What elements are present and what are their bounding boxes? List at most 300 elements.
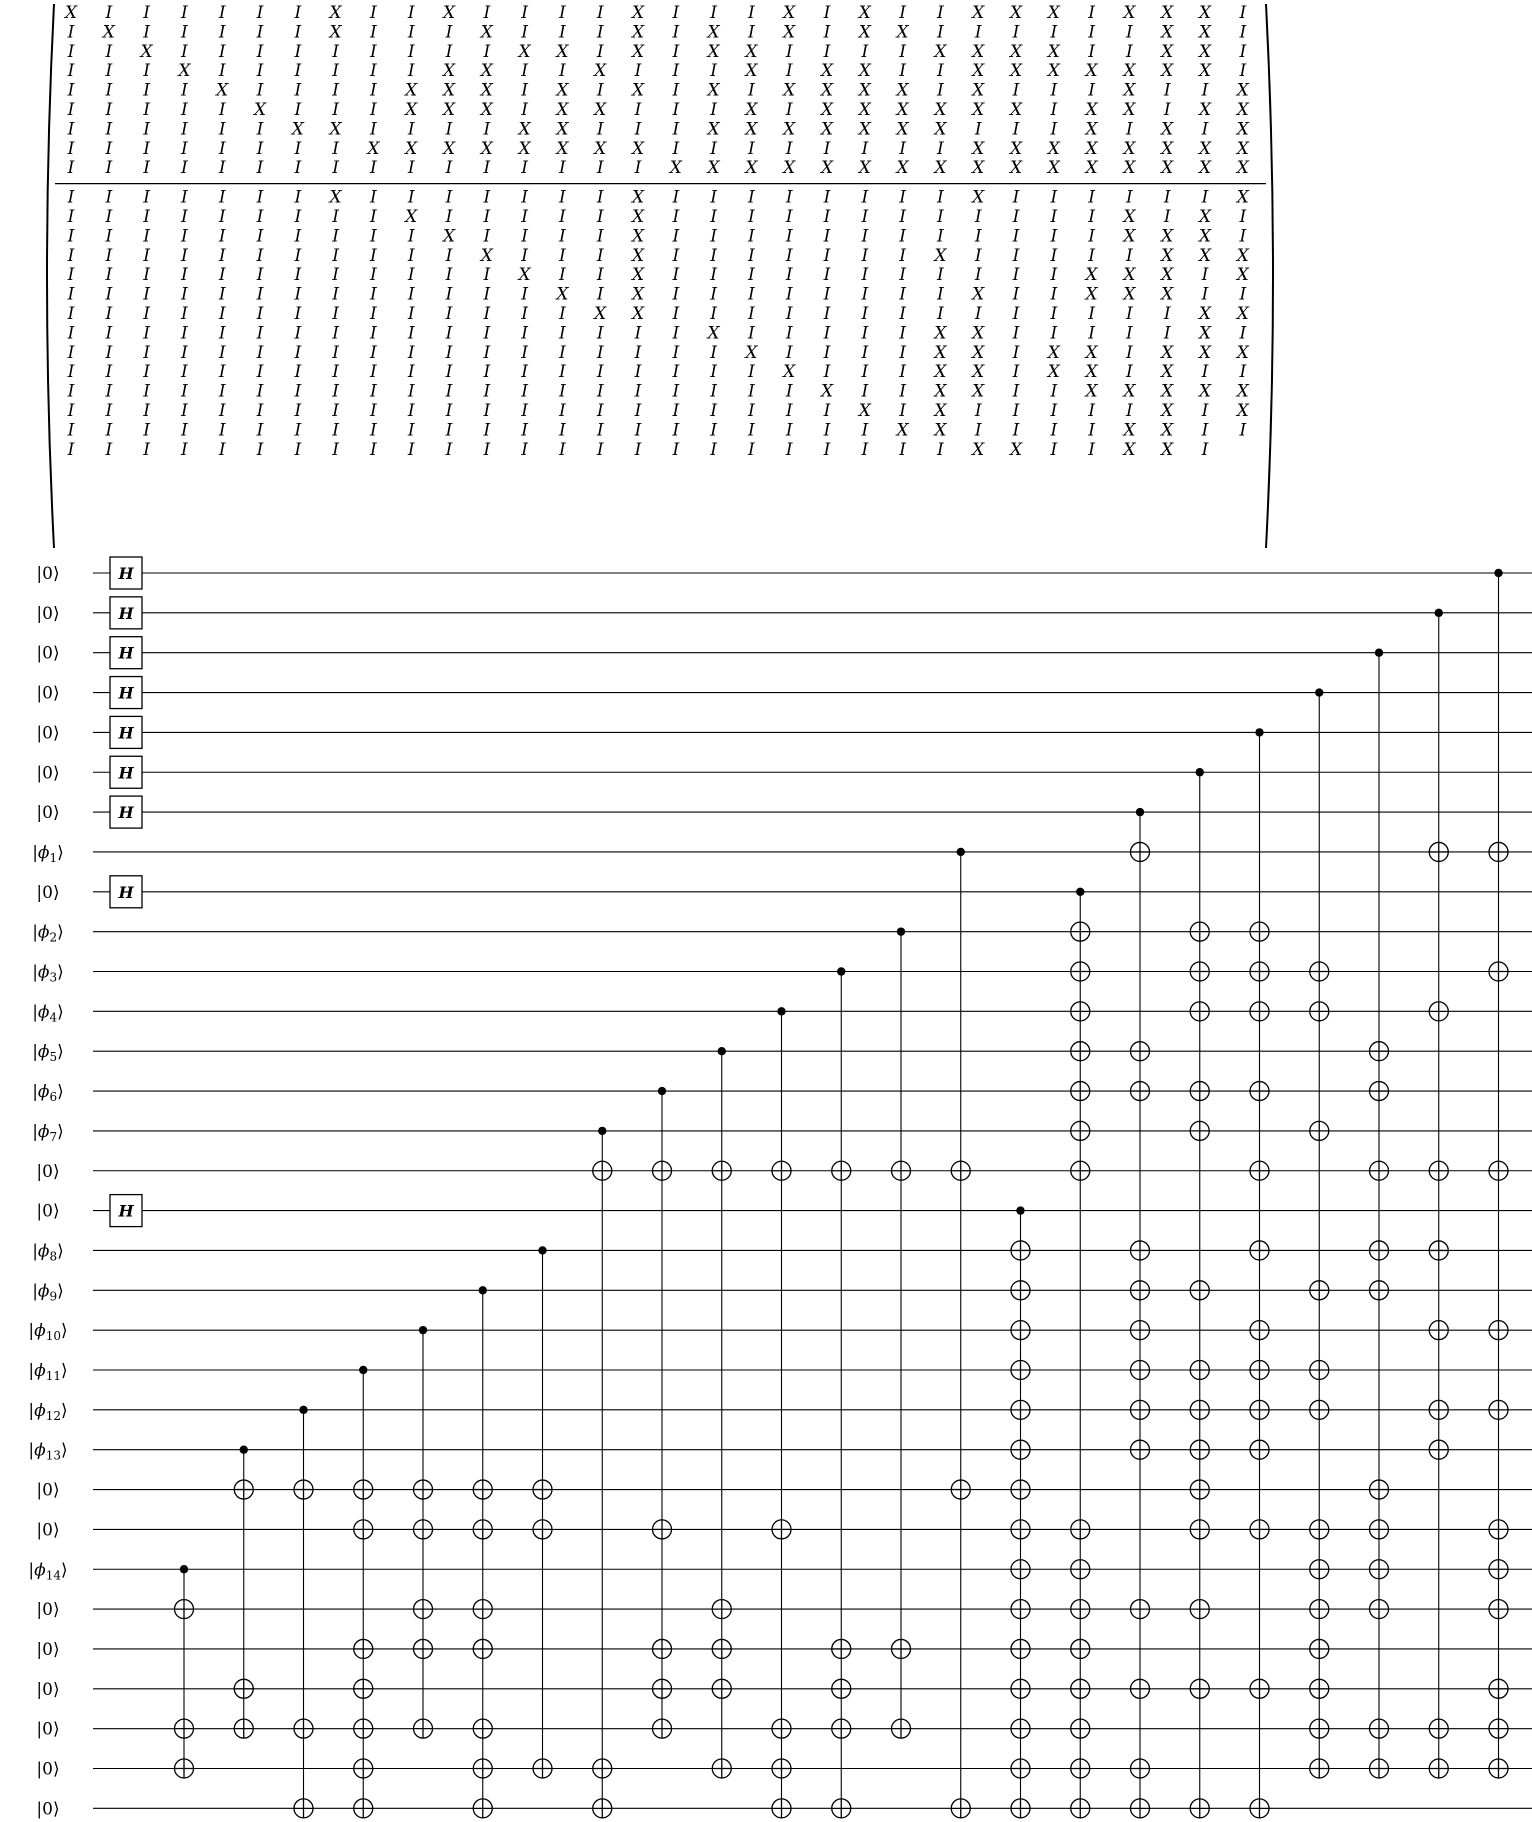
matrix-bottom-entry: I: [67, 362, 75, 383]
matrix-bottom-entry: I: [445, 342, 453, 363]
matrix-bottom-entry: I: [634, 323, 642, 344]
matrix-top-entry: I: [143, 80, 150, 101]
matrix-bottom-entry: I: [1012, 342, 1020, 363]
matrix-top-entry: X: [783, 3, 796, 23]
matrix-bottom-entry: I: [407, 381, 415, 402]
matrix-bottom-entry: I: [1201, 362, 1209, 383]
matrix-bottom-entry: I: [105, 304, 113, 324]
matrix-top-entry: X: [858, 80, 871, 101]
matrix-bottom-entry: I: [823, 245, 831, 266]
control-dot: [837, 967, 845, 975]
matrix-bottom-entry: X: [1123, 226, 1136, 247]
matrix-bottom-entry: I: [937, 226, 944, 247]
matrix-bottom-entry: I: [483, 284, 491, 305]
matrix-bottom-entry: X: [442, 226, 456, 247]
qubit-label: |0⟩: [36, 803, 60, 824]
matrix-top-entry: X: [1047, 158, 1060, 179]
matrix-bottom-entry: I: [672, 245, 680, 266]
matrix-top-entry: I: [899, 138, 906, 159]
matrix-bottom-entry: I: [785, 342, 793, 363]
matrix-top-entry: I: [218, 22, 226, 43]
matrix-bottom-entry: I: [407, 284, 415, 305]
matrix-top-entry: I: [143, 61, 150, 82]
matrix-bottom-entry: I: [256, 284, 264, 305]
matrix-bottom-entry: I: [445, 439, 453, 460]
matrix-top-entry: I: [483, 119, 491, 140]
matrix-top-entry: X: [1161, 22, 1174, 43]
matrix-top-entry: X: [783, 80, 796, 101]
matrix-bottom-entry: I: [861, 420, 869, 441]
matrix-bottom-entry: I: [974, 226, 982, 247]
matrix-top-entry: X: [820, 119, 834, 140]
qubit-label: |0⟩: [36, 1161, 60, 1182]
matrix-top-entry: I: [143, 3, 150, 23]
matrix-bottom-entry: I: [370, 420, 377, 441]
matrix-top-entry: X: [1198, 158, 1212, 179]
matrix-bottom-entry: I: [710, 439, 717, 460]
matrix-bottom-entry: I: [67, 381, 75, 402]
matrix-bottom-entry: X: [1198, 342, 1212, 363]
matrix-bottom-entry: I: [974, 401, 982, 421]
matrix-top-entry: X: [972, 3, 985, 23]
matrix-bottom-entry: X: [934, 245, 947, 266]
matrix-top-entry: I: [332, 41, 339, 62]
matrix-top-entry: X: [1123, 80, 1136, 101]
matrix-bottom-entry: X: [1085, 342, 1098, 363]
matrix-top-entry: I: [634, 61, 642, 82]
matrix-bottom-entry: I: [937, 187, 944, 208]
matrix-bottom-entry: I: [748, 207, 755, 227]
matrix-top-entry: I: [332, 80, 339, 101]
matrix-bottom-entry: X: [1123, 284, 1136, 305]
matrix-bottom-entry: I: [1012, 265, 1020, 286]
control-dot: [1076, 888, 1084, 896]
matrix-top-entry: I: [445, 119, 453, 140]
matrix-bottom-entry: I: [672, 342, 680, 363]
matrix-bottom-entry: I: [521, 420, 528, 441]
matrix-top-entry: I: [294, 22, 302, 43]
matrix-bottom-entry: I: [1126, 323, 1133, 344]
matrix-top-entry: I: [1012, 22, 1020, 43]
matrix-bottom-entry: I: [332, 207, 339, 227]
matrix-top-entry: I: [370, 3, 377, 23]
matrix-bottom-entry: I: [521, 439, 528, 460]
matrix-top-entry: X: [745, 158, 758, 179]
matrix-bottom-entry: I: [370, 265, 377, 286]
qubit-label: $|\phi_2⟩$: [32, 922, 64, 945]
matrix-bottom-entry: I: [785, 323, 793, 344]
matrix-bottom-entry: I: [823, 323, 831, 344]
matrix-bottom-entry: I: [521, 342, 528, 363]
matrix-bottom-entry: I: [861, 439, 869, 460]
matrix-top-entry: X: [1236, 80, 1249, 101]
matrix-bottom-entry: I: [67, 284, 75, 305]
matrix-bottom-entry: I: [710, 207, 717, 227]
matrix-bottom-entry: I: [672, 226, 680, 247]
matrix-bottom-entry: I: [710, 226, 717, 247]
matrix-bottom-entry: I: [1126, 187, 1133, 208]
matrix-bottom-entry: I: [861, 226, 869, 247]
matrix-bottom-entry: I: [559, 420, 566, 441]
matrix-bottom-entry: X: [631, 245, 645, 266]
matrix-top-entry: I: [67, 41, 75, 62]
matrix-top-entry: I: [370, 22, 377, 43]
matrix-top-entry: I: [67, 158, 75, 179]
matrix-bottom-entry: I: [445, 265, 453, 286]
matrix-bottom-entry: I: [748, 226, 755, 247]
matrix-top-entry: I: [861, 41, 869, 62]
matrix-bottom-entry: I: [332, 342, 339, 363]
qubit-label: |0⟩: [36, 643, 60, 664]
matrix-bottom-entry: I: [937, 284, 944, 305]
matrix-top-entry: I: [105, 41, 113, 62]
matrix-bottom-entry: I: [1088, 420, 1095, 441]
matrix-bottom-entry: I: [445, 245, 453, 266]
matrix-top-entry: I: [823, 3, 831, 23]
matrix-bottom-entry: I: [1050, 420, 1058, 441]
matrix-bottom-entry: I: [1088, 304, 1095, 324]
matrix-bottom-entry: I: [143, 401, 150, 421]
matrix-top-entry: X: [1085, 100, 1098, 120]
matrix-bottom-entry: I: [823, 207, 831, 227]
matrix-bottom-entry: I: [67, 226, 75, 247]
matrix-top-entry: X: [707, 158, 720, 179]
matrix-bottom-entry: I: [861, 207, 869, 227]
matrix-top-entry: X: [858, 3, 871, 23]
matrix-bottom-entry: I: [1239, 323, 1247, 344]
matrix-top-entry: X: [329, 22, 342, 43]
matrix-bottom-entry: I: [710, 342, 717, 363]
matrix-bottom-entry: I: [67, 323, 75, 344]
matrix-bottom-entry: I: [823, 187, 831, 208]
matrix-bottom-entry: I: [596, 342, 604, 363]
control-dot: [419, 1326, 427, 1334]
matrix-bottom-entry: X: [1198, 245, 1212, 266]
matrix-top-entry: I: [105, 119, 113, 140]
matrix-top-entry: I: [332, 158, 339, 179]
matrix-bottom-entry: X: [1123, 207, 1136, 227]
control-dot: [1016, 1206, 1024, 1214]
qubit-label: |0⟩: [36, 1679, 60, 1700]
control-dot: [957, 848, 965, 856]
matrix-top-entry: X: [442, 80, 456, 101]
matrix-top-entry: X: [820, 100, 834, 120]
qubit-label: |0⟩: [36, 683, 60, 704]
matrix-top-entry: I: [672, 61, 680, 82]
matrix-bottom-entry: I: [105, 401, 113, 421]
matrix-bottom-entry: I: [218, 284, 226, 305]
matrix-bottom-entry: I: [710, 265, 717, 286]
matrix-bottom-entry: I: [181, 323, 188, 344]
matrix-top-entry: I: [407, 61, 415, 82]
matrix-top-entry: X: [1047, 3, 1060, 23]
matrix-top-entry: X: [631, 41, 645, 62]
matrix-bottom-entry: I: [294, 207, 302, 227]
matrix-top-entry: X: [594, 138, 607, 159]
control-dot: [1315, 688, 1323, 696]
matrix-bottom-entry: I: [861, 342, 869, 363]
matrix-bottom-entry: I: [710, 381, 717, 402]
matrix-bottom-entry: I: [181, 226, 188, 247]
matrix-bottom-entry: I: [294, 304, 302, 324]
matrix-bottom-entry: I: [559, 226, 566, 247]
matrix-bottom-entry: I: [937, 304, 944, 324]
matrix-bottom-entry: I: [67, 401, 75, 421]
matrix-bottom-entry: I: [596, 439, 604, 460]
matrix-top-entry: I: [823, 41, 831, 62]
matrix-bottom-entry: X: [631, 265, 645, 286]
matrix-bottom-entry: I: [1050, 207, 1058, 227]
matrix-top-entry: X: [820, 61, 834, 82]
matrix-bottom-entry: I: [256, 187, 264, 208]
matrix-bottom-entry: I: [596, 401, 604, 421]
matrix-top-entry: I: [521, 61, 528, 82]
matrix-top-entry: X: [1085, 119, 1098, 140]
matrix-bottom-entry: I: [1012, 381, 1020, 402]
matrix-bottom-entry: I: [1126, 362, 1133, 383]
matrix-bottom-entry: I: [1126, 342, 1133, 363]
matrix-top-entry: I: [559, 22, 566, 43]
matrix-top-entry: I: [521, 158, 528, 179]
matrix-bottom-entry: I: [710, 245, 717, 266]
matrix-bottom-entry: I: [974, 245, 982, 266]
matrix-bottom-entry: X: [1161, 439, 1174, 460]
matrix-top-entry: I: [332, 100, 339, 120]
matrix-bottom-entry: X: [1161, 420, 1174, 441]
matrix-bottom-entry: X: [1009, 439, 1023, 460]
matrix-bottom-entry: X: [631, 284, 645, 305]
matrix-top-entry: I: [1088, 22, 1095, 43]
stabilizer-matrix: [47, 3, 1273, 548]
matrix-top-entry: X: [480, 22, 493, 43]
matrix-top-entry: I: [710, 3, 717, 23]
matrix-bottom-entry: X: [972, 381, 985, 402]
matrix-top-entry: X: [1123, 158, 1136, 179]
matrix-bottom-entry: X: [1198, 381, 1212, 402]
matrix-bottom-entry: I: [1126, 245, 1133, 266]
qubit-label: $|\phi_{12}⟩$: [28, 1400, 68, 1423]
matrix-bottom-entry: X: [1236, 304, 1249, 324]
matrix-bottom-entry: I: [181, 304, 188, 324]
matrix-bottom-entry: I: [445, 187, 453, 208]
matrix-top-entry: I: [1239, 41, 1247, 62]
matrix-top-entry: X: [1123, 61, 1136, 82]
matrix-bottom-entry: I: [256, 401, 264, 421]
matrix-top-entry: X: [1161, 41, 1174, 62]
matrix-bottom-entry: I: [823, 401, 831, 421]
matrix-bottom-entry: I: [672, 187, 680, 208]
matrix-top-entry: I: [294, 100, 302, 120]
matrix-bottom-entry: I: [748, 401, 755, 421]
matrix-bottom-entry: I: [445, 304, 453, 324]
qubit-label: $|\phi_8⟩$: [32, 1241, 64, 1264]
qubit-label: |0⟩: [36, 723, 60, 744]
matrix-bottom-entry: I: [67, 420, 75, 441]
matrix-top-entry: I: [521, 3, 528, 23]
matrix-top-entry: I: [559, 61, 566, 82]
matrix-bottom-entry: I: [974, 265, 982, 286]
matrix-bottom-entry: I: [370, 245, 377, 266]
matrix-top-entry: I: [1126, 41, 1133, 62]
matrix-top-entry: X: [896, 22, 909, 43]
qubit-label: |0⟩: [36, 564, 60, 584]
matrix-bottom-entry: I: [559, 187, 566, 208]
matrix-top-entry: I: [143, 100, 150, 120]
matrix-top-entry: X: [1085, 61, 1098, 82]
matrix-top-entry: I: [672, 138, 680, 159]
matrix-bottom-entry: X: [518, 265, 531, 286]
matrix-bottom-entry: I: [861, 187, 869, 208]
matrix-bottom-entry: I: [483, 187, 491, 208]
qubit-label: $|\phi_{10}⟩$: [28, 1321, 68, 1344]
matrix-bottom-entry: I: [181, 420, 188, 441]
matrix-top-entry: X: [934, 158, 947, 179]
matrix-bottom-entry: X: [1161, 381, 1174, 402]
matrix-bottom-entry: I: [823, 265, 831, 286]
matrix-top-entry: X: [1123, 100, 1136, 120]
matrix-bottom-entry: I: [332, 439, 339, 460]
control-dot: [359, 1366, 367, 1374]
qubit-label: $|\phi_3⟩$: [32, 962, 64, 985]
matrix-bottom-entry: I: [332, 265, 339, 286]
matrix-bottom-entry: I: [256, 304, 264, 324]
matrix-bottom-entry: I: [521, 284, 528, 305]
qubit-label: $|\phi_4⟩$: [32, 1002, 64, 1025]
matrix-bottom-entry: X: [1161, 265, 1174, 286]
matrix-bottom-entry: I: [407, 304, 415, 324]
matrix-top-entry: I: [256, 80, 264, 101]
matrix-bottom-entry: I: [785, 226, 793, 247]
matrix-bottom-entry: I: [1126, 304, 1133, 324]
matrix-top-entry: I: [407, 3, 415, 23]
control-dot: [538, 1246, 546, 1254]
matrix-bottom-entry: I: [596, 323, 604, 344]
matrix-top-entry: X: [972, 61, 985, 82]
matrix-top-entry: I: [1050, 100, 1058, 120]
matrix-bottom-entry: I: [407, 245, 415, 266]
matrix-bottom-entry: X: [934, 381, 947, 402]
matrix-bottom-entry: I: [218, 207, 226, 227]
matrix-bottom-entry: I: [748, 265, 755, 286]
matrix-top-entry: I: [596, 41, 604, 62]
matrix-bottom-entry: I: [1126, 401, 1133, 421]
matrix-top-entry: I: [256, 41, 264, 62]
matrix-top-entry: X: [480, 61, 493, 82]
matrix-top-entry: X: [1123, 3, 1136, 23]
matrix-bottom-entry: X: [1085, 381, 1098, 402]
matrix-bottom-entry: I: [370, 323, 377, 344]
matrix-bottom-entry: I: [1050, 187, 1058, 208]
hadamard-label: H: [118, 763, 134, 783]
matrix-top-entry: X: [329, 119, 342, 140]
matrix-top-entry: X: [1198, 100, 1212, 120]
matrix-bottom-entry: I: [1201, 420, 1209, 441]
matrix-bottom-entry: I: [445, 284, 453, 305]
matrix-bottom-entry: I: [407, 323, 415, 344]
matrix-bottom-entry: I: [710, 304, 717, 324]
matrix-bottom-entry: I: [1201, 284, 1209, 305]
matrix-bottom-entry: X: [1236, 401, 1249, 421]
matrix-bottom-entry: X: [480, 245, 493, 266]
matrix-top-entry: I: [105, 158, 113, 179]
matrix-bottom-entry: I: [596, 362, 604, 383]
matrix-bottom-entry: I: [861, 362, 869, 383]
control-dot: [658, 1087, 666, 1095]
matrix-bottom-entry: I: [861, 381, 869, 402]
matrix-top-entry: I: [181, 119, 188, 140]
qubit-label: $|\phi_{13}⟩$: [28, 1440, 68, 1463]
matrix-top-entry: X: [820, 158, 834, 179]
hadamard-label: H: [118, 643, 134, 663]
matrix-bottom-entry: I: [483, 362, 491, 383]
matrix-bottom-entry: X: [631, 207, 645, 227]
matrix-top-entry: I: [1126, 22, 1133, 43]
matrix-bottom-entry: X: [1161, 226, 1174, 247]
matrix-bottom-entry: I: [672, 207, 680, 227]
matrix-bottom-entry: I: [823, 226, 831, 247]
matrix-top-entry: I: [181, 80, 188, 101]
matrix-top-entry: X: [972, 138, 985, 159]
matrix-bottom-entry: I: [105, 226, 113, 247]
matrix-bottom-entry: I: [483, 207, 491, 227]
matrix-bottom-entry: I: [1012, 304, 1020, 324]
matrix-top-entry: I: [1239, 61, 1247, 82]
matrix-bottom-entry: I: [1088, 245, 1095, 266]
matrix-top-entry: X: [291, 119, 304, 140]
matrix-top-entry: X: [442, 61, 456, 82]
matrix-top-entry: I: [785, 41, 793, 62]
matrix-top-entry: I: [785, 61, 793, 82]
matrix-top-entry: X: [820, 80, 834, 101]
matrix-bottom-entry: I: [1163, 187, 1171, 208]
matrix-top-entry: I: [710, 61, 717, 82]
matrix-bottom-entry: I: [521, 362, 528, 383]
matrix-top-entry: I: [218, 41, 226, 62]
matrix-bottom-entry: I: [710, 284, 717, 305]
matrix-bottom-entry: X: [972, 323, 985, 344]
matrix-bottom-entry: I: [67, 342, 75, 363]
matrix-bottom-entry: I: [105, 362, 113, 383]
matrix-bottom-entry: I: [256, 420, 264, 441]
matrix-top-entry: X: [405, 138, 418, 159]
matrix-bottom-entry: I: [596, 187, 604, 208]
matrix-top-entry: X: [972, 41, 985, 62]
matrix-bottom-entry: I: [105, 245, 113, 266]
matrix-bottom-entry: I: [407, 401, 415, 421]
matrix-bottom-entry: I: [294, 323, 302, 344]
matrix-bottom-entry: I: [218, 381, 226, 402]
matrix-top-entry: I: [181, 22, 188, 43]
matrix-top-entry: I: [332, 138, 339, 159]
matrix-top-entry: X: [518, 41, 531, 62]
matrix-bottom-entry: I: [672, 439, 680, 460]
matrix-top-entry: I: [218, 158, 226, 179]
matrix-bottom-entry: I: [1050, 226, 1058, 247]
control-dot: [1494, 569, 1502, 577]
matrix-bottom-entry: I: [218, 265, 226, 286]
matrix-bottom-entry: X: [707, 323, 720, 344]
matrix-bottom-entry: I: [1050, 265, 1058, 286]
matrix-top-entry: I: [974, 119, 982, 140]
matrix-bottom-entry: I: [1201, 401, 1209, 421]
matrix-top-entry: X: [1236, 119, 1249, 140]
matrix-bottom-entry: I: [559, 323, 566, 344]
matrix-bottom-entry: I: [559, 401, 566, 421]
matrix-bottom-entry: I: [1050, 245, 1058, 266]
control-dot: [180, 1565, 188, 1573]
matrix-top-entry: I: [256, 61, 264, 82]
matrix-bottom-entry: X: [745, 342, 758, 363]
